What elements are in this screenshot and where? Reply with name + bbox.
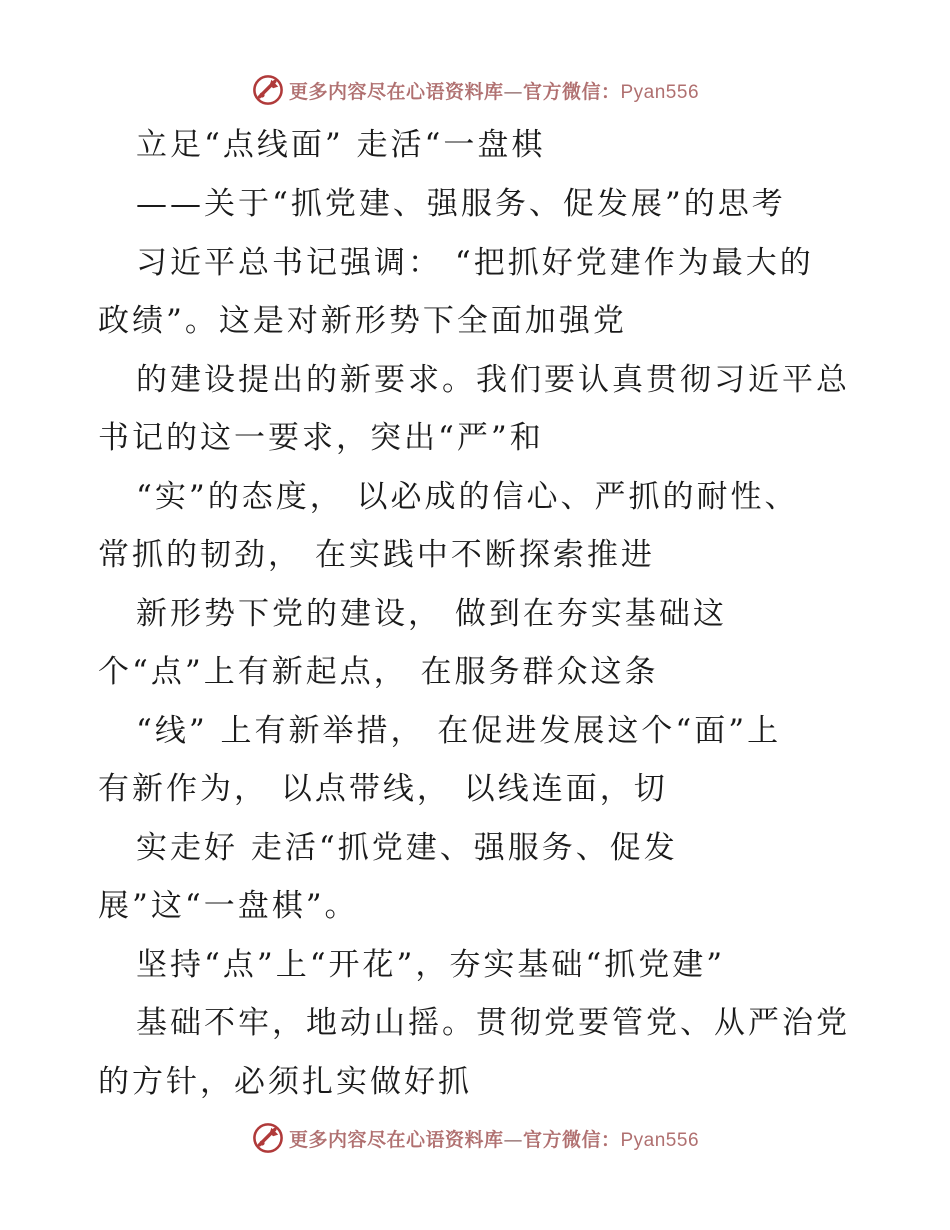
section-heading: 坚持“点”上“开花”，夯实基础“抓党建”	[136, 947, 726, 983]
paragraph-line: 个“点”上有新起点， 在服务群众这条	[98, 654, 659, 690]
brand-logo-icon	[251, 1121, 285, 1155]
header-banner	[0, 70, 950, 110]
header-banner-separator: —	[503, 80, 523, 103]
header-banner-text	[289, 77, 699, 104]
footer-banner-handle: Pyan556	[620, 1129, 700, 1151]
footer-banner-text	[289, 1125, 699, 1152]
header-banner-main: 更多内容尽在心语资料库	[288, 80, 504, 103]
paragraph-line: 新形势下党的建设， 做到在夯实基础这	[136, 596, 727, 632]
document-subtitle: ——关于“抓党建、强服务、促发展”的思考	[136, 186, 786, 222]
paragraph-line: “线” 上有新举措， 在促进发展这个“面”上	[136, 713, 782, 749]
paragraph-line: 的方针，必须扎实做好抓	[98, 1064, 472, 1100]
header-banner-official: 官方微信：	[522, 80, 621, 103]
paragraph-line: “实”的态度， 以必成的信心、严抓的耐性、	[136, 479, 799, 515]
paragraph-line: 有新作为， 以点带线， 以线连面，切	[98, 771, 668, 807]
paragraph-line: 常抓的韧劲， 在实践中不断探索推进	[98, 537, 655, 573]
paragraph-line: 基础不牢，地动山摇。贯彻党要管党、从严治党	[136, 1005, 850, 1041]
paragraph-line: 展”这“一盘棋”。	[98, 888, 359, 924]
paragraph-line: 书记的这一要求，突出“严”和	[98, 420, 544, 456]
paragraph-line: 政绩”。这是对新形势下全面加强党	[98, 303, 627, 339]
footer-banner-main: 更多内容尽在心语资料库	[288, 1128, 504, 1151]
paragraph-line: 实走好 走活“抓党建、强服务、促发	[136, 830, 678, 866]
document-title: 立足“点线面” 走活“一盘棋	[136, 127, 546, 163]
brand-logo-icon	[251, 73, 285, 107]
footer-banner-separator: —	[503, 1128, 523, 1151]
footer-banner-official: 官方微信：	[522, 1128, 621, 1151]
paragraph-line: 的建设提出的新要求。我们要认真贯彻习近平总	[136, 362, 850, 398]
header-banner-handle: Pyan556	[620, 81, 700, 103]
footer-banner	[0, 1118, 950, 1158]
paragraph-line: 习近平总书记强调： “把抓好党建作为最大的	[136, 245, 814, 281]
